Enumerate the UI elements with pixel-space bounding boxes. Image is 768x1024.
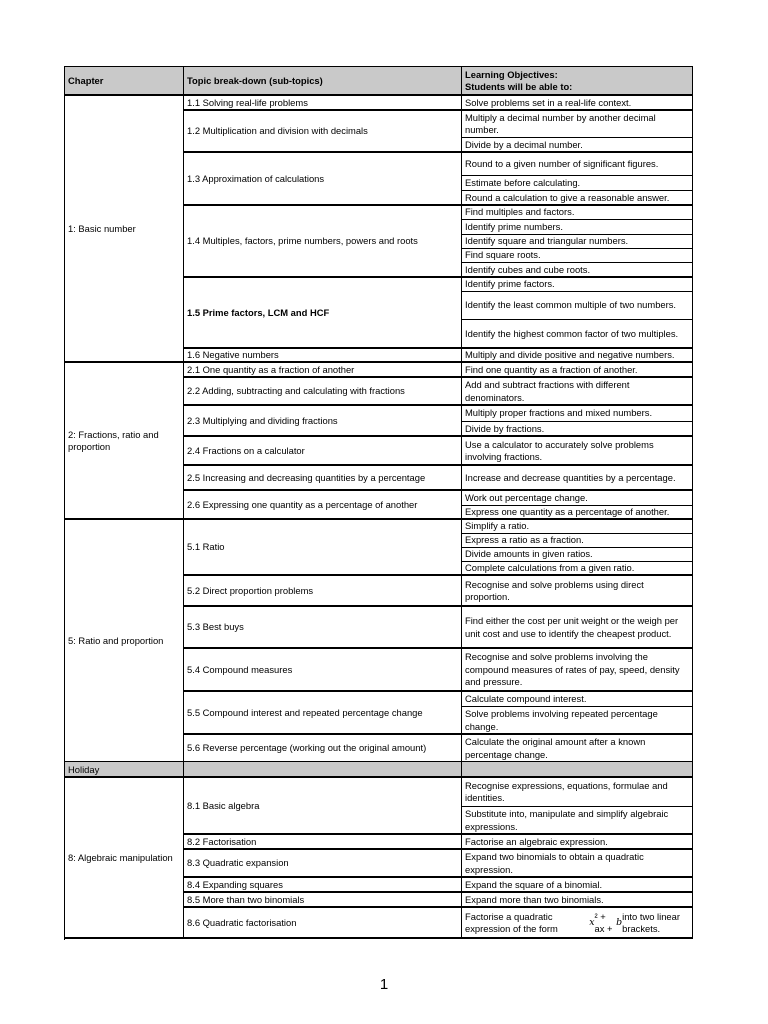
objectives-header-line2: Students will be able to:	[465, 81, 573, 92]
column-rule	[692, 66, 693, 938]
topic-label: 2.2 Adding, subtracting and calculating with fractions	[187, 385, 405, 397]
topic-label: 2.1 One quantity as a fraction of another	[187, 363, 355, 375]
learning-objective: Identify prime numbers.	[465, 220, 563, 232]
learning-objective: Recognise and solve problems involving the compound measures of rates of pay, speed, density and pressure.	[465, 651, 680, 688]
topic-label: 8.6 Quadratic factorisation	[187, 916, 297, 928]
topic-label: 8.2 Factorisation	[187, 835, 257, 847]
learning-objective: Find multiples and factors.	[465, 206, 575, 218]
learning-objective: Complete calculations from a given ratio.	[465, 562, 635, 574]
learning-objective: Calculate the original amount after a known percentage change.	[465, 736, 646, 760]
learning-objective: Solve problems set in a real-life context.	[465, 96, 632, 108]
holiday-cell: Holiday	[68, 763, 100, 775]
topic-label: 2.6 Expressing one quantity as a percentage of another	[187, 498, 418, 510]
learning-objective: Divide by a decimal number.	[465, 138, 583, 150]
learning-objective: Express one quantity as a percentage of another.	[465, 506, 670, 518]
learning-objective: Factorise an algebraic expression.	[465, 835, 608, 847]
learning-objective: Work out percentage change.	[465, 491, 588, 503]
math-variable: x	[589, 916, 595, 928]
row-rule	[64, 937, 693, 939]
learning-objective: Find square roots.	[465, 249, 541, 261]
learning-objective: Express a ratio as a fraction.	[465, 534, 584, 546]
learning-objective: Find either the cost per unit weight or the weigh per unit cost and use to identify the cheapest product.	[465, 615, 679, 639]
topic-column-header: Topic break-down (sub-topics)	[184, 67, 461, 95]
topic-label: 2.3 Multiplying and dividing fractions	[187, 414, 338, 426]
learning-objective: Divide amounts in given ratios.	[465, 548, 593, 560]
topic-label: 1.4 Multiples, factors, prime numbers, powers and roots	[187, 235, 418, 247]
objectives-column-header	[462, 67, 692, 95]
learning-objective: Recognise and solve problems using direct proportion.	[465, 578, 644, 602]
learning-objective: Expand two binomials to obtain a quadratic expression.	[465, 851, 644, 875]
chapter-column-header: Chapter	[65, 67, 183, 95]
topic-label: 1.2 Multiplication and division with decimals	[187, 125, 368, 137]
learning-objective: Divide by fractions.	[465, 422, 545, 434]
topic-label: 5.6 Reverse percentage (working out the original amount)	[187, 742, 427, 754]
row-rule	[64, 66, 693, 67]
learning-objective: Identify prime factors.	[465, 278, 555, 290]
chapter-name: 8: Algebraic manipulation	[68, 851, 173, 863]
topic-label: 1.6 Negative numbers	[187, 349, 279, 361]
topic-label: 5.4 Compound measures	[187, 663, 293, 675]
learning-objective: Round to a given number of significant figures.	[465, 157, 659, 169]
chapter-name: 2: Fractions, ratio and proportion	[68, 428, 159, 452]
learning-objective: Multiply proper fractions and mixed numbers.	[465, 407, 653, 419]
topic-label: 8.4 Expanding squares	[187, 878, 283, 890]
learning-objective: Identify cubes and cube roots.	[465, 263, 591, 275]
chapter-name: 5: Ratio and proportion	[68, 634, 164, 646]
topic-label: 1.5 Prime factors, LCM and HCF	[187, 306, 330, 318]
learning-objective: Recognise expressions, equations, formulae and identities.	[465, 779, 668, 803]
learning-objective: Expand more than two binomials.	[465, 893, 604, 905]
objectives-header-line1: Learning Objectives:	[465, 68, 558, 80]
learning-objective: Find one quantity as a fraction of another.	[465, 363, 638, 375]
learning-objective: Multiply and divide positive and negative numbers.	[465, 349, 675, 361]
topic-label: 8.5 More than two binomials	[187, 893, 305, 905]
learning-objective: Estimate before calculating.	[465, 176, 581, 188]
column-rule	[64, 66, 65, 940]
learning-objective: Simplify a ratio.	[465, 520, 530, 532]
learning-objective: Add and subtract fractions with different denominators.	[465, 379, 630, 403]
topic-label: 1.1 Solving real-life problems	[187, 96, 308, 108]
learning-objective: Identify square and triangular numbers.	[465, 235, 629, 247]
learning-objective: Factorise a quadratic expression of the form x ² + ax + b into two linear brackets.	[465, 910, 680, 934]
topic-label: 5.3 Best buys	[187, 621, 244, 633]
learning-objective: Identify the least common multiple of two numbers.	[465, 299, 677, 311]
learning-objective: Solve problems involving repeated percentage change.	[465, 708, 658, 732]
learning-objective: Increase and decrease quantities by a percentage.	[465, 471, 676, 483]
learning-objective: Substitute into, manipulate and simplify algebraic expressions.	[465, 808, 669, 832]
topic-label: 1.3 Approximation of calculations	[187, 172, 325, 184]
learning-objective: Multiply a decimal number by another decimal number.	[465, 111, 656, 135]
topic-label: 5.1 Ratio	[187, 541, 225, 553]
learning-objective: Calculate compound interest.	[465, 692, 587, 704]
topic-label: 2.4 Fractions on a calculator	[187, 444, 305, 456]
chapter-name: 1: Basic number	[68, 222, 136, 234]
column-rule	[183, 66, 184, 938]
learning-objective: Expand the square of a binomial.	[465, 878, 603, 890]
learning-objective: Use a calculator to accurately solve problems involving fractions.	[465, 438, 654, 462]
column-rule	[461, 66, 462, 938]
topic-label: 8.1 Basic algebra	[187, 799, 260, 811]
page-number: 1	[379, 976, 389, 993]
learning-objective: Identify the highest common factor of two multiples.	[465, 327, 679, 339]
topic-label: 2.5 Increasing and decreasing quantities by a percentage	[187, 471, 426, 483]
learning-objective: Round a calculation to give a reasonable answer.	[465, 191, 670, 203]
math-variable: b	[616, 916, 623, 928]
topic-label: 5.2 Direct proportion problems	[187, 584, 314, 596]
topic-label: 8.3 Quadratic expansion	[187, 857, 289, 869]
topic-label: 5.5 Compound interest and repeated percentage change	[187, 706, 423, 718]
